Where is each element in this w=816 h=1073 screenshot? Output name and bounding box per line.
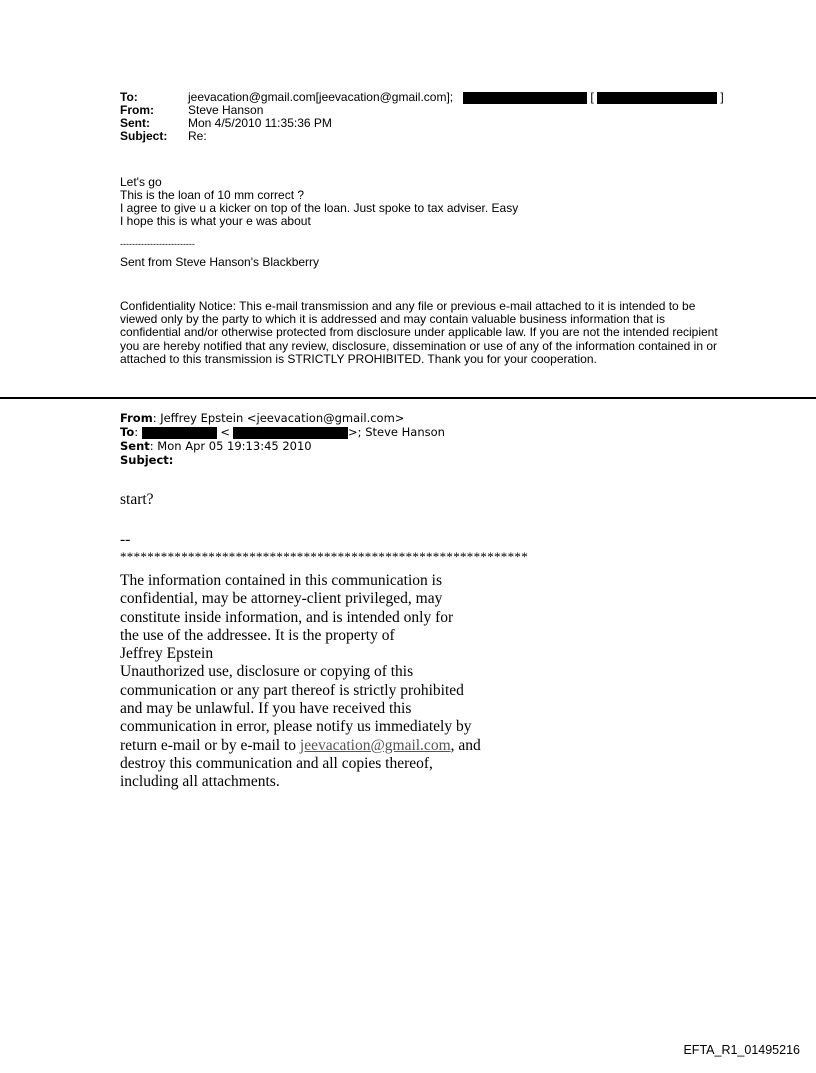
confidentiality-notice: Confidentiality Notice: This e-mail transmission and any file or previous e-mail attached to it is intended to be viewed only by the party to which it is addressed and may contain valuable business information that is confidential and/or otherwise protected from disclosure under applicable law. If you are not the intended recipient you are hereby notified that any review, disclosure, dissemination or use of any of the information contained in or attached to this transmission is STRICTLY PROHIBITED. Thank you for your cooperation.	[120, 299, 718, 366]
subject-value: :	[168, 453, 174, 467]
sent-label: Sent	[120, 439, 150, 453]
subject-label: Subject	[120, 453, 169, 467]
asterisk-line: ************************************************************	[120, 549, 528, 564]
sent-label: Sent:	[120, 116, 150, 130]
email-link[interactable]: jeevacation@gmail.com	[299, 736, 451, 754]
redaction-box	[597, 92, 717, 104]
disclaimer-line: communication in error, please notify us immediately by	[120, 718, 472, 736]
subject-row	[120, 453, 445, 467]
original-body: start?	[120, 491, 154, 508]
reply-body	[120, 176, 518, 269]
redaction-box	[233, 427, 348, 439]
disclaimer-line: constitute inside information, and is intended only for	[120, 608, 454, 626]
signature-separator: -------------------------	[120, 239, 195, 249]
disclaimer-line: including all attachments.	[120, 773, 280, 791]
body-line: Let's go	[120, 175, 162, 189]
bracket-open: [	[590, 90, 594, 104]
disclaimer-line: and may be unlawful. If you have received this	[120, 700, 412, 718]
bracket-close: ]	[720, 90, 724, 104]
from-label: From	[120, 411, 153, 425]
subject-label: Subject:	[120, 129, 168, 143]
disclaimer	[120, 572, 481, 792]
sig-dashes: --	[120, 531, 131, 548]
disclaimer-line: Unauthorized use, disclosure or copying of this	[120, 663, 414, 681]
sent-value: : Mon Apr 05 19:13:45 2010	[149, 439, 312, 453]
disclaimer-line: destroy this communication and all copies thereof,	[120, 754, 433, 772]
subject-value: Re:	[188, 129, 207, 143]
sent-value: Mon 4/5/2010 11:35:36 PM	[188, 116, 332, 130]
disclaimer-line	[120, 737, 481, 755]
body-line: I agree to give u a kicker on top of the loan. Just spoke to tax adviser. Easy	[120, 201, 519, 215]
divider	[0, 397, 816, 399]
disclaimer-line: communication or any part thereof is strictly prohibited	[120, 681, 464, 699]
from-row	[120, 411, 445, 425]
sent-row	[120, 117, 453, 130]
from-value: Steve Hanson	[188, 103, 264, 117]
sent-row	[120, 439, 445, 453]
to-tail: >; Steve Hanson	[348, 425, 445, 439]
redaction-group	[463, 91, 724, 104]
bates-number: EFTA_R1_01495216	[683, 1043, 800, 1057]
original-header	[120, 411, 445, 467]
from-value: : Jeffrey Epstein <jeevacation@gmail.com>	[152, 411, 405, 425]
to-value: jeevacation@gmail.com[jeevacation@gmail.com];	[188, 90, 454, 104]
subject-row	[120, 130, 453, 143]
redaction-box	[142, 427, 217, 439]
signature: Sent from Steve Hanson's Blackberry	[120, 255, 320, 269]
to-sep: :	[134, 425, 139, 439]
from-label: From:	[120, 103, 154, 117]
disclaimer-line: confidential, may be attorney-client privileged, may	[120, 590, 443, 608]
disclaimer-text: return e-mail or by e-mail to	[120, 736, 300, 754]
disclaimer-line: the use of the addressee. It is the property of	[120, 626, 395, 644]
disclaimer-text: , and	[450, 736, 481, 754]
reply-header	[120, 90, 724, 143]
redaction-box	[463, 92, 587, 104]
body-line: I hope this is what your e was about	[120, 214, 311, 228]
to-label: To	[120, 425, 135, 439]
to-row	[120, 90, 724, 104]
disclaimer-line: The information contained in this communication is	[120, 572, 442, 589]
body-line: This is the loan of 10 mm correct ?	[120, 188, 305, 202]
to-row	[120, 425, 445, 439]
to-lt: <	[220, 425, 231, 439]
to-label: To:	[120, 90, 138, 104]
disclaimer-line: Jeffrey Epstein	[120, 645, 214, 663]
